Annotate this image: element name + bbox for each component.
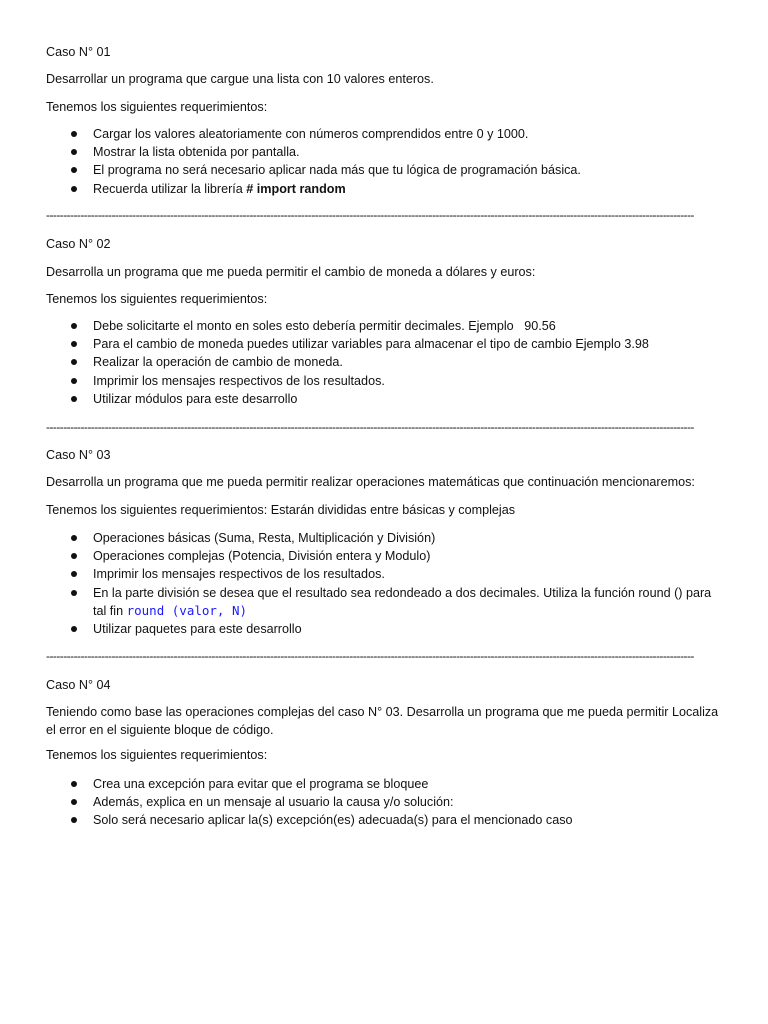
caso-02-requirements-intro: Tenemos los siguientes requerimientos: <box>46 292 268 306</box>
caso-01-requirements-list <box>46 125 581 198</box>
bullet-icon <box>71 553 77 559</box>
list-item: Realizar la operación de cambio de moneda. <box>46 353 649 371</box>
list-item: Solo será necesario aplicar la(s) excepción(es) adecuada(s) para el mencionado caso <box>46 811 573 829</box>
section-separator: -------------------------------------------------------------------------------------------------------------------------------------------------------------------------------------------- <box>46 208 694 222</box>
bullet-icon <box>71 396 77 402</box>
section-separator: -------------------------------------------------------------------------------------------------------------------------------------------------------------------------------------------- <box>46 420 694 434</box>
bullet-icon <box>71 378 77 384</box>
caso-04-description: Teniendo como base las operaciones complejas del caso N° 03. Desarrolla un programa que me pueda permitir Localiza el error en el siguiente bloque de código. <box>46 705 719 737</box>
list-item: Además, explica en un mensaje al usuario la causa y/o solución: <box>46 793 573 811</box>
bullet-icon <box>71 167 77 173</box>
bullet-icon <box>71 131 77 137</box>
caso-01-requirements-intro: Tenemos los siguientes requerimientos: <box>46 100 268 114</box>
bullet-icon <box>71 186 77 192</box>
caso-03-title: Caso N° 03 <box>46 448 111 462</box>
caso-01-description: Desarrollar un programa que cargue una lista con 10 valores enteros. <box>46 72 434 86</box>
bullet-icon <box>71 323 77 329</box>
section-separator: -------------------------------------------------------------------------------------------------------------------------------------------------------------------------------------------- <box>46 649 694 663</box>
caso-02-description: Desarrolla un programa que me pueda permitir el cambio de moneda a dólares y euros: <box>46 265 536 279</box>
list-item: Crea una excepción para evitar que el programa se bloquee <box>46 775 573 793</box>
library-name: # import random <box>246 181 346 196</box>
bullet-icon <box>71 149 77 155</box>
list-item: Recuerda utilizar la librería # import random <box>46 180 581 198</box>
list-item: Operaciones básicas (Suma, Resta, Multiplicación y División) <box>46 529 713 547</box>
caso-01-title: Caso N° 01 <box>46 45 111 59</box>
caso-02-requirements-list <box>46 317 649 408</box>
caso-04-requirements-intro: Tenemos los siguientes requerimientos: <box>46 748 268 762</box>
bullet-icon <box>71 817 77 823</box>
list-item: El programa no será necesario aplicar nada más que tu lógica de programación básica. <box>46 161 581 179</box>
bullet-icon <box>71 799 77 805</box>
caso-04-title: Caso N° 04 <box>46 678 111 692</box>
caso-03-description: Desarrolla un programa que me pueda permitir realizar operaciones matemáticas que continuación mencionaremos: <box>46 475 695 489</box>
bullet-icon <box>71 359 77 365</box>
caso-02-title: Caso N° 02 <box>46 237 111 251</box>
list-item: Para el cambio de moneda puedes utilizar variables para almacenar el tipo de cambio Ejemplo 3.98 <box>46 335 649 353</box>
list-item: Cargar los valores aleatoriamente con números comprendidos entre 0 y 1000. <box>46 125 581 143</box>
list-item: Imprimir los mensajes respectivos de los resultados. <box>46 565 713 583</box>
list-item: Debe solicitarte el monto en soles esto debería permitir decimales. Ejemplo 90.56 <box>46 317 649 335</box>
list-item: Mostrar la lista obtenida por pantalla. <box>46 143 581 161</box>
code-snippet: round (valor, N) <box>126 602 248 618</box>
bullet-icon <box>71 626 77 632</box>
list-item: En la parte división se desea que el resultado sea redondeado a dos decimales. Utiliza la función round () para tal fin round (valor, N) <box>46 584 713 620</box>
list-item: Utilizar módulos para este desarrollo <box>46 390 649 408</box>
list-item: Imprimir los mensajes respectivos de los resultados. <box>46 372 649 390</box>
bullet-icon <box>71 571 77 577</box>
list-item: Operaciones complejas (Potencia, División entera y Modulo) <box>46 547 713 565</box>
list-item: Utilizar paquetes para este desarrollo <box>46 620 713 638</box>
caso-03-requirements-list <box>46 529 713 638</box>
bullet-icon <box>71 341 77 347</box>
bullet-icon <box>71 535 77 541</box>
bullet-icon <box>71 590 77 596</box>
bullet-icon <box>71 781 77 787</box>
caso-04-requirements-list <box>46 775 573 830</box>
caso-03-requirements-intro: Tenemos los siguientes requerimientos: Estarán divididas entre básicas y complejas <box>46 503 515 517</box>
